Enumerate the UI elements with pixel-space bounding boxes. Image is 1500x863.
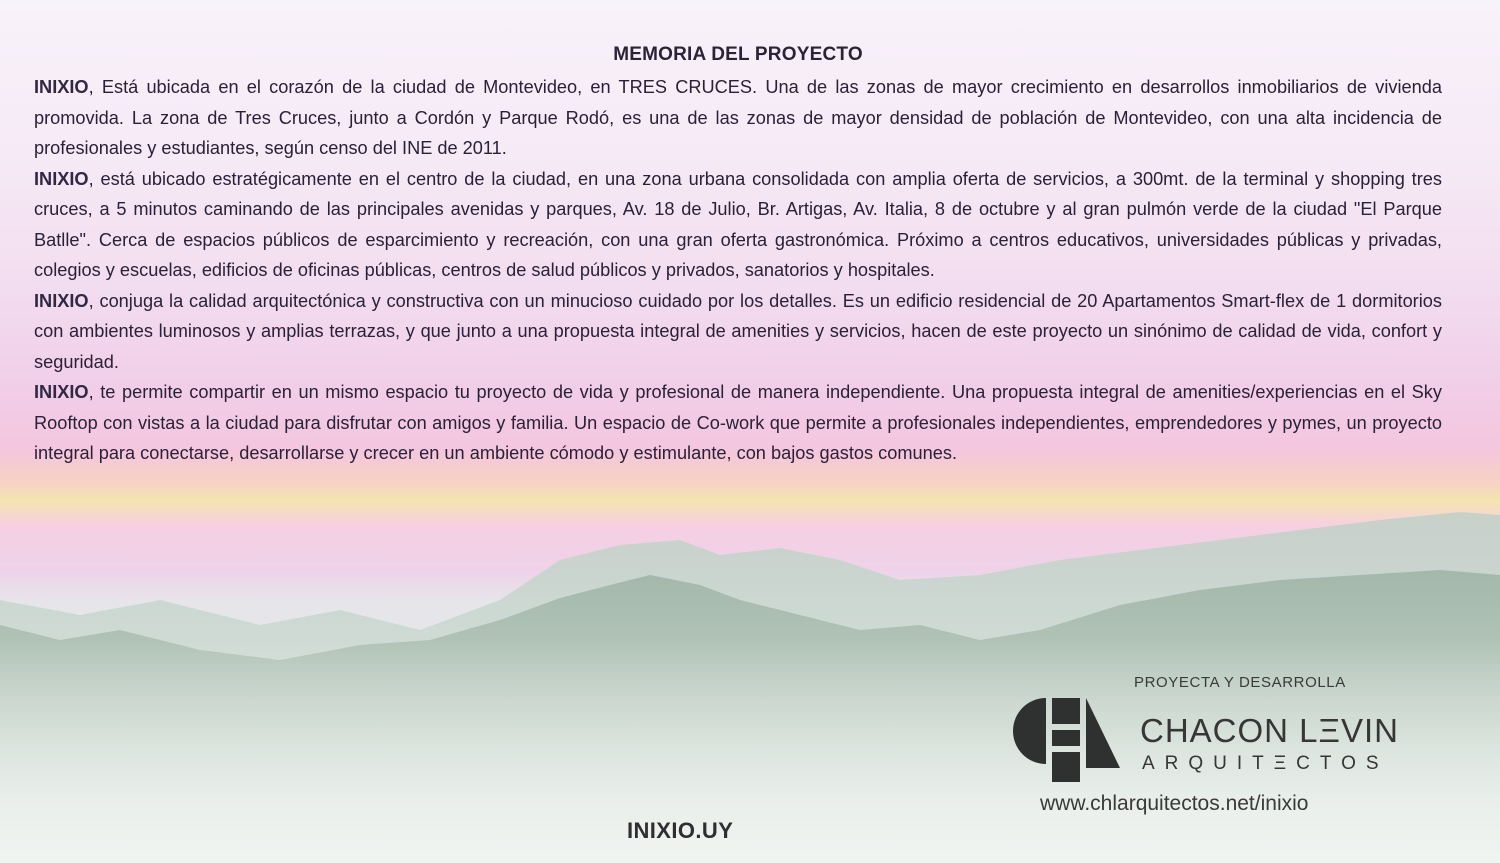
paragraph-text: , te permite compartir en un mismo espacio tu proyecto de vida y profesional de manera independiente. Una propuesta integral de amenities/experiencias en el Sky Rooftop con vistas a la ciudad para disfrutar con amigos y familia. Un espacio de Co-work que permite a profesionales independientes, emprendedores y pymes, un proyecto integral para conectarse, desarrollarse y crecer en un ambiente cómodo y estimulante, con bajos gastos comunes. xyxy=(34,382,1442,463)
firm-website-link[interactable]: www.chlarquitectos.net/inixio xyxy=(1040,792,1309,815)
brand-name: INIXIO xyxy=(34,290,89,311)
firm-subtitle: ARQUITΞCTOS xyxy=(1142,753,1389,774)
brand-name: INIXIO xyxy=(34,168,89,189)
brand-name: INIXIO xyxy=(34,77,89,97)
project-website-link[interactable]: INIXIO.UY xyxy=(627,818,734,843)
logo-low-block xyxy=(1052,752,1080,782)
paragraph-strategic-location xyxy=(34,164,1442,286)
credit-label: PROYECTA Y DESARROLLA xyxy=(1134,674,1346,691)
project-description xyxy=(34,44,1442,469)
paragraph-architecture xyxy=(34,286,1442,378)
document-title: MEMORIA DEL PROYECTO xyxy=(613,44,863,65)
logo-triangle xyxy=(1086,698,1120,768)
logo-left-arc xyxy=(1013,698,1046,764)
paragraph-location xyxy=(34,72,1442,164)
brand-name: INIXIO xyxy=(34,382,89,402)
paragraph-amenities xyxy=(34,377,1442,469)
paragraph-text: , conjuga la calidad arquitectónica y constructiva con un minucioso cuidado por los detalles. Es un edificio residencial de 20 Apartamentos Smart-flex de 1 dormitorios con ambientes luminosos y amplias terrazas, y que junto a una propuesta integral de amenities y servicios, hacen de este proyecto un sinónimo de calidad de vida, confort y seguridad. xyxy=(34,290,1442,372)
chacon-levin-logo-icon xyxy=(1012,694,1124,784)
paragraph-text: , Está ubicada en el corazón de la ciudad de Montevideo, en TRES CRUCES. Una de las zonas de mayor crecimiento en desarrollos inmobiliarios de vivienda promovida. La zona de Tres Cruces, junto a Cordón y Parque Rodó, es una de las zonas de mayor densidad de población de Montevideo, con una alta incidencia de profesionales y estudiantes, según censo del INE de 2011. xyxy=(34,77,1442,158)
firm-name: CHACON LΞVIN xyxy=(1140,712,1399,749)
logo-mid-block xyxy=(1052,730,1080,746)
paragraph-text: , está ubicado estratégicamente en el centro de la ciudad, en una zona urbana consolidada con amplia oferta de servicios, a 300mt. de la terminal y shopping tres cruces, a 5 minutos caminando de las principales avenidas y parques, Av. 18 de Julio, Br. Artigas, Av. Italia, 8 de octubre y al gran pulmón verde de la ciudad "El Parque Batlle". Cerca de espacios públicos de esparcimiento y recreación, con una gran oferta gastronómica. Próximo a centros educativos, universidades públicas y privadas, colegios y escuelas, edificios de oficinas públicas, centros de salud públicos y privados, sanatorios y hospitales. xyxy=(34,168,1442,280)
logo-top-block xyxy=(1052,698,1080,724)
